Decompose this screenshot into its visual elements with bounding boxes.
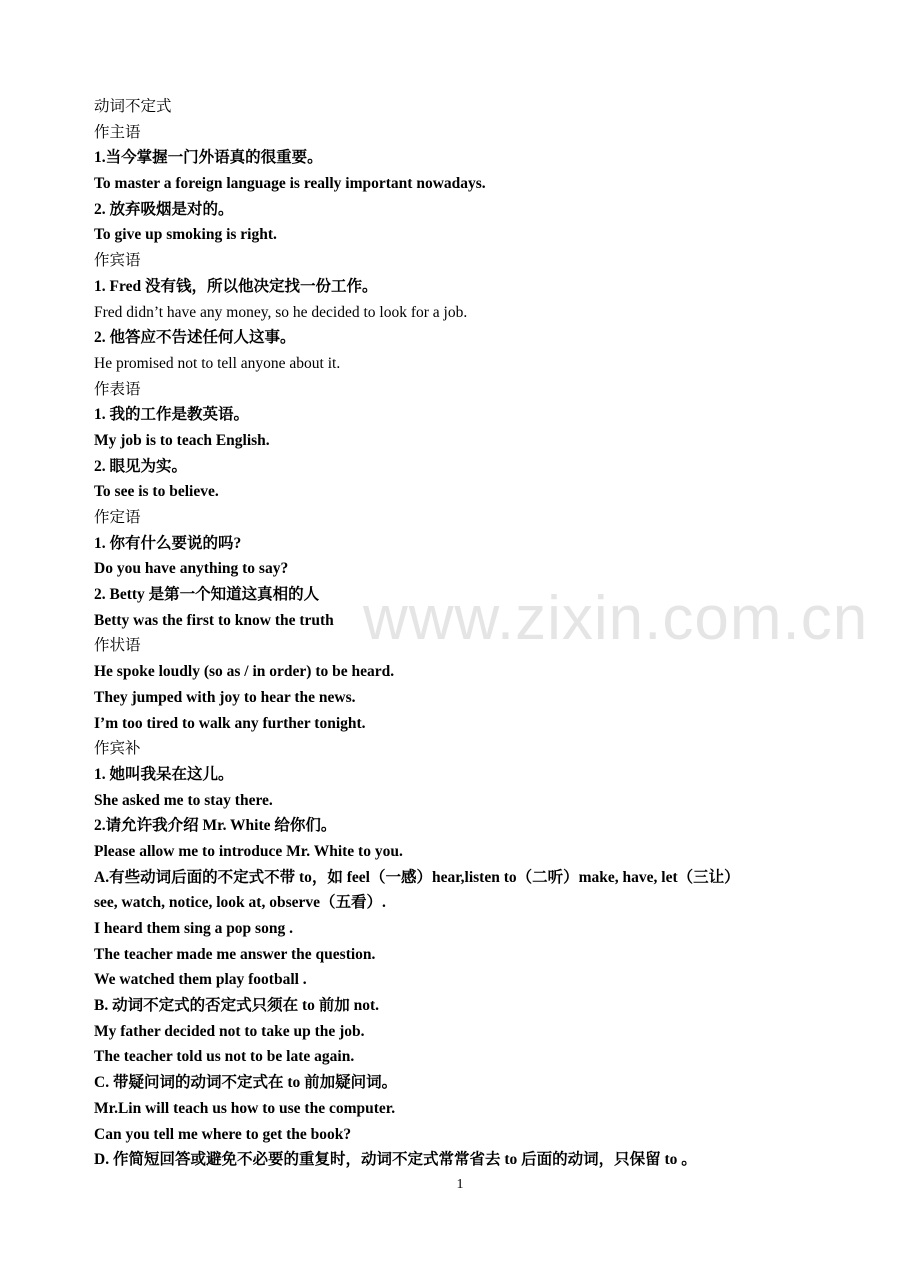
section-heading: 作主语 [94,123,141,141]
text-line: see, watch, notice, look at, observe（五看）. [94,894,386,912]
section-heading: 作宾补 [94,740,141,758]
text-line: The teacher made me answer the question. [94,945,376,963]
text-line: He promised not to tell anyone about it. [94,354,341,372]
text-line: Please allow me to introduce Mr. White to you. [94,842,403,860]
text-line: 1.当今掌握一门外语真的很重要。 [94,149,323,167]
text-line: 2. Betty 是第一个知道这真相的人 [94,586,320,604]
text-line: 2. 他答应不告述任何人这事。 [94,329,296,347]
text-line: 1. 我的工作是教英语。 [94,406,250,424]
section-heading: 动词不定式 [94,98,172,115]
text-line: D. 作简短回答或避免不必要的重复时，动词不定式常常省去 to 后面的动词，只保留 to 。 [94,1151,697,1169]
text-line: My father decided not to take up the job. [94,1022,365,1040]
text-line: To master a foreign language is really important nowadays. [94,175,486,193]
text-line: Betty was the first to know the truth [94,611,334,629]
text-line: To give up smoking is right. [94,226,277,244]
text-line: We watched them play football . [94,971,307,989]
section-heading: 作定语 [94,509,141,526]
text-line: To see is to believe. [94,483,219,501]
text-line: B. 动词不定式的否定式只须在 to 前加 not. [94,997,380,1015]
text-line: My job is to teach English. [94,431,270,449]
text-line: They jumped with joy to hear the news. [94,688,356,706]
text-line: Can you tell me where to get the book? [94,1125,352,1143]
text-line: Mr.Lin will teach us how to use the computer. [94,1099,396,1117]
text-line: 1. 她叫我呆在这儿。 [94,765,234,783]
text-line: She asked me to stay there. [94,791,273,809]
text-line: I heard them sing a pop song . [94,920,293,937]
text-line: C. 带疑问词的动词不定式在 to 前加疑问词。 [94,1074,398,1092]
text-line: 2. 眼见为实。 [94,457,188,475]
text-line: A.有些动词后面的不定式不带 to，如 feel（一感）hear,listen to（二听）make, have, let（三让） [94,868,740,886]
section-heading: 作状语 [94,637,141,655]
page-number: 1 [456,1177,464,1192]
document-body [94,94,874,1173]
text-line: I’m too tired to walk any further tonight. [94,714,366,732]
text-line: 1. Fred 没有钱，所以他决定找一份工作。 [94,277,378,295]
section-heading: 作宾语 [94,252,141,270]
text-line: Do you have anything to say? [94,560,289,578]
watermark: www.zixin.com.cn [363,584,869,653]
text-line: The teacher told us not to be late again. [94,1048,355,1066]
section-heading: 作表语 [94,380,141,398]
text-line: He spoke loudly (so as / in order) to be heard. [94,663,395,681]
text-line: Fred didn’t have any money, so he decided to look for a job. [94,303,468,321]
text-line: 2.请允许我介绍 Mr. White 给你们。 [94,817,337,835]
text-line: 1. 你有什么要说的吗? [94,534,242,552]
text-line: 2. 放弃吸烟是对的。 [94,200,234,218]
